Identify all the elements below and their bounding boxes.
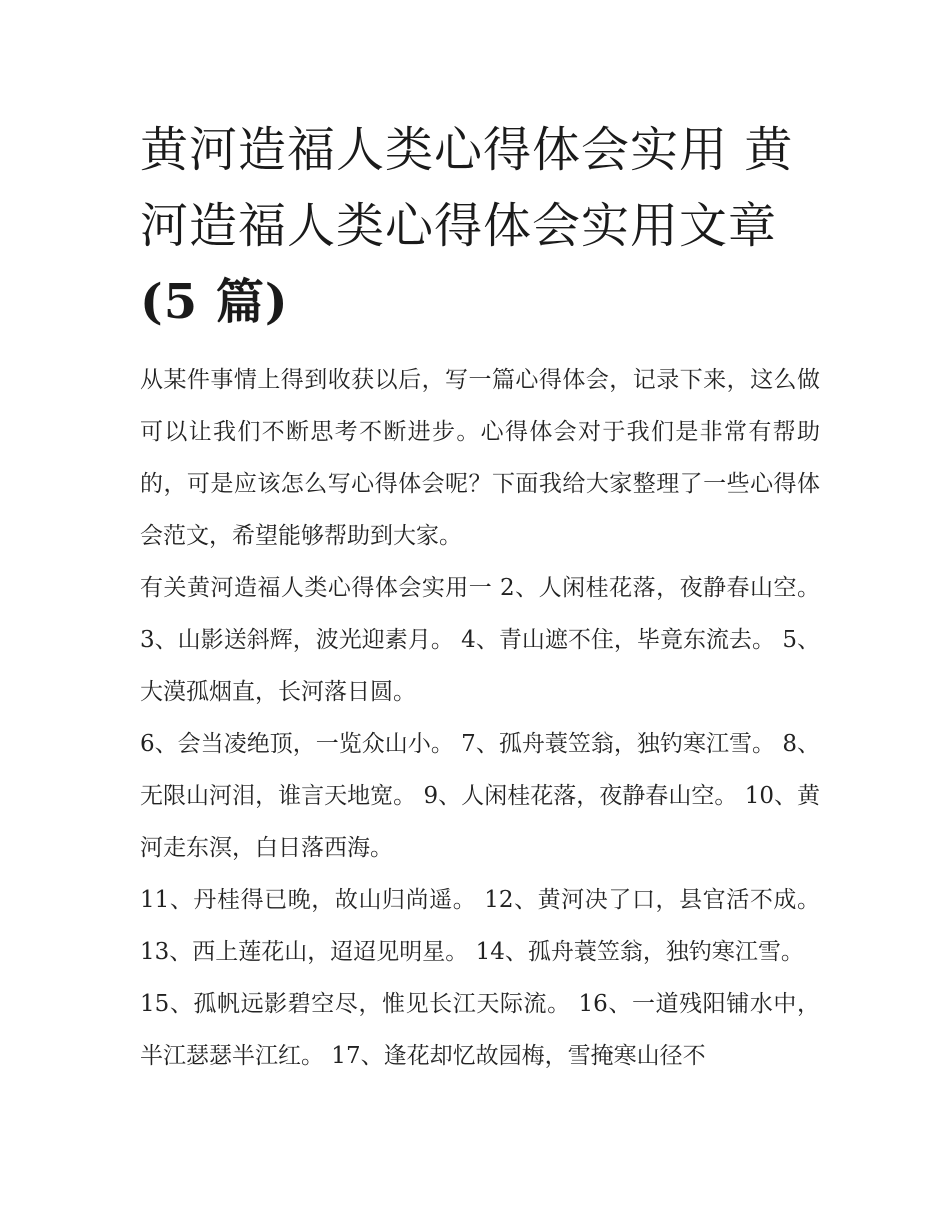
document-title [140,112,820,340]
title-line-3: (5 篇) [140,274,289,330]
title-line-1: 黄河造福人类心得体会实用 黄 [140,122,794,178]
document-body [140,112,820,1082]
intro-paragraph: 从某件事情上得到收获以后，写一篇心得体会，记录下来，这么做可以让我们不断思考不断进步。心得体会对于我们是非常有帮助的，可是应该怎么写心得体会呢？下面我给大家整理了一些心得体会范文，希望能够帮助到大家。 [140,367,820,549]
poem-lines-paragraph-1: 有关黄河造福人类心得体会实用一 2、人闲桂花落，夜静春山空。 3、山影送斜辉，波光迎素月。 4、青山遮不住，毕竟东流去。 5、大漠孤烟直，长河落日圆。 [140,575,820,705]
title-line-2: 河造福人类心得体会实用文章 [140,198,778,254]
poem-lines-paragraph-2: 6、会当凌绝顶，一览众山小。 7、孤舟蓑笠翁，独钓寒江雪。 8、无限山河泪，谁言天地宽。 9、人闲桂花落，夜静春山空。 10、黄河走东溟，白日落西海。 [140,731,820,861]
poem-lines-paragraph-4: 15、孤帆远影碧空尽，惟见长江天际流。 16、一道残阳铺水中，半江瑟瑟半江红。 17、逢花却忆故园梅，雪掩寒山径不 [140,991,820,1069]
poem-lines-paragraph-3: 11、丹桂得已晚，故山归尚遥。 12、黄河决了口，县官活不成。 13、西上莲花山，迢迢见明星。 14、孤舟蓑笠翁，独钓寒江雪。 [140,887,820,965]
